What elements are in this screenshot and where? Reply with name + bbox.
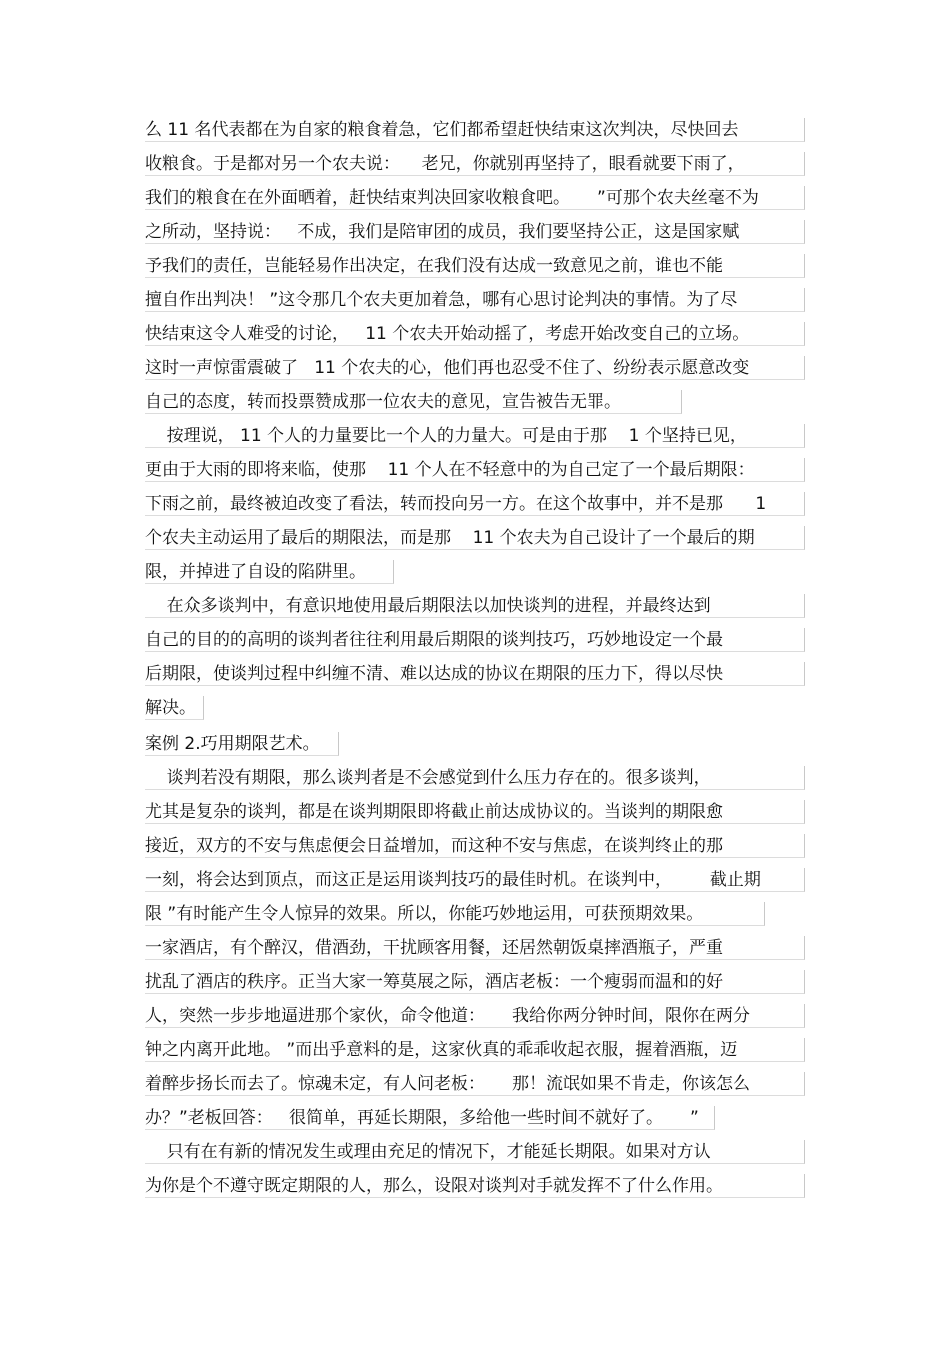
text-line: 之所动，坚持说： 不成，我们是陪审团的成员，我们要坚持公正，这是国家赋 [145, 220, 805, 244]
text-line: 更由于大雨的即将来临，使那 11 个人在不轻意中的为自己定了一个最后期限： [145, 458, 805, 482]
text-line: 解决。 [145, 696, 204, 720]
text-line: 这时一声惊雷震破了 11 个农夫的心，他们再也忍受不住了、纷纷表示愿意改变 [145, 356, 805, 380]
text-line: 擅自作出判决！ ”这令那几个农夫更加着急，哪有心思讨论判决的事情。为了尽 [145, 288, 805, 312]
text-line: 只有在有新的情况发生或理由充足的情况下，才能延长期限。如果对方认 [145, 1140, 805, 1164]
text-line: 个农夫主动运用了最后的期限法，而是那 11 个农夫为自己设计了一个最后的期 [145, 526, 805, 550]
text-line: 人，突然一步步地逼进那个家伙，命令他道： 我给你两分钟时间，限你在两分 [145, 1004, 805, 1028]
text-line: 尤其是复杂的谈判，都是在谈判期限即将截止前达成协议的。当谈判的期限愈 [145, 800, 805, 824]
text-line: 一家酒店，有个醉汉，借酒劲，干扰顾客用餐，还居然朝饭桌摔酒瓶子，严重 [145, 936, 805, 960]
text-line: 接近，双方的不安与焦虑便会日益增加，而这种不安与焦虑，在谈判终止的那 [145, 834, 805, 858]
text-line: 么 11 名代表都在为自家的粮食着急，它们都希望赶快结束这次判决，尽快回去 [145, 118, 805, 142]
text-line: 我们的粮食在在外面晒着，赶快结束判决回家收粮食吧。 ”可那个农夫丝毫不为 [145, 186, 805, 210]
text-line: 按理说， 11 个人的力量要比一个人的力量大。可是由于那 1 个坚持已见， [145, 424, 805, 448]
text-line: 快结束这令人难受的讨论， 11 个农夫开始动摇了，考虑开始改变自己的立场。 [145, 322, 805, 346]
text-line: 为你是个不遵守既定期限的人，那么，设限对谈判对手就发挥不了什么作用。 [145, 1174, 805, 1198]
text-line: 自己的态度，转而投票赞成那一位农夫的意见，宣告被告无罪。 [145, 390, 682, 414]
text-line: 下雨之前，最终被迫改变了看法，转而投向另一方。在这个故事中，并不是那 1 [145, 492, 805, 516]
text-line: 着醉步扬长而去了。惊魂未定，有人问老板： 那！流氓如果不肯走，你该怎么 [145, 1072, 805, 1096]
text-line: 自己的目的的高明的谈判者往往利用最后期限的谈判技巧，巧妙地设定一个最 [145, 628, 805, 652]
text-line: 在众多谈判中，有意识地使用最后期限法以加快谈判的进程，并最终达到 [145, 594, 805, 618]
text-line: 钟之内离开此地。 ”而出乎意料的是，这家伙真的乖乖收起衣服，握着酒瓶，迈 [145, 1038, 805, 1062]
text-line: 扰乱了酒店的秩序。正当大家一筹莫展之际，酒店老板：一个瘦弱而温和的好 [145, 970, 805, 994]
text-line: 予我们的责任，岂能轻易作出决定，在我们没有达成一致意见之前，谁也不能 [145, 254, 805, 278]
text-line: 后期限，使谈判过程中纠缠不清、难以达成的协议在期限的压力下，得以尽快 [145, 662, 805, 686]
text-line: 谈判若没有期限，那么谈判者是不会感觉到什么压力存在的。很多谈判， [145, 766, 805, 790]
text-line: 限 ”有时能产生令人惊异的效果。所以，你能巧妙地运用，可获预期效果。 [145, 902, 765, 926]
section-heading: 案例 2.巧用期限艺术。 [145, 732, 339, 756]
text-line: 收粮食。于是都对另一个农夫说： 老兄，你就别再坚持了，眼看就要下雨了， [145, 152, 805, 176]
text-line: 限，并掉进了自设的陷阱里。 [145, 560, 394, 584]
text-line: 一刻，将会达到顶点，而这正是运用谈判技巧的最佳时机。在谈判中， 截止期 [145, 868, 805, 892]
text-line: 办？”老板回答： 很简单，再延长期限，多给他一些时间不就好了。 ” [145, 1106, 715, 1130]
